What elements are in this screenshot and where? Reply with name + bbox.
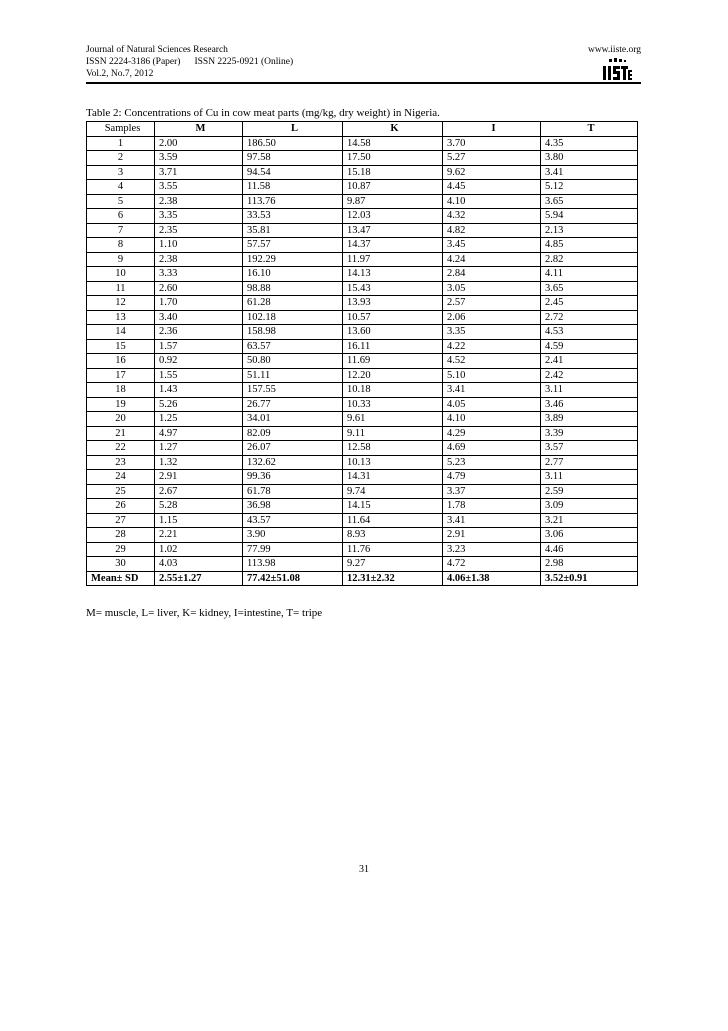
page-header	[86, 44, 641, 80]
table-cell: 157.55	[243, 383, 343, 398]
table-row	[87, 484, 638, 499]
table-cell: 4	[87, 180, 155, 195]
table-cell: 4.59	[541, 339, 638, 354]
table-cell: 2.98	[541, 557, 638, 572]
table-cell: 132.62	[243, 455, 343, 470]
table-cell: 10.87	[343, 180, 443, 195]
table-cell: 14.15	[343, 499, 443, 514]
page-number: 31	[359, 864, 369, 875]
table-cell: 18	[87, 383, 155, 398]
table-cell: 12.03	[343, 209, 443, 224]
table-cell: 2.67	[155, 484, 243, 499]
table-row	[87, 238, 638, 253]
table-row	[87, 223, 638, 238]
table-cell: 12.58	[343, 441, 443, 456]
table-cell: 23	[87, 455, 155, 470]
table-cell: 4.82	[443, 223, 541, 238]
table-cell: 19	[87, 397, 155, 412]
table-cell: 1.32	[155, 455, 243, 470]
table-row	[87, 267, 638, 282]
table-cell: 4.79	[443, 470, 541, 485]
table-cell: 0.92	[155, 354, 243, 369]
table-cell: 3.11	[541, 470, 638, 485]
table-cell: 12.20	[343, 368, 443, 383]
column-header: M	[155, 122, 243, 137]
table-cell: 4.35	[541, 136, 638, 151]
table-cell: 2.13	[541, 223, 638, 238]
table-cell: 9	[87, 252, 155, 267]
table-cell: 14.58	[343, 136, 443, 151]
table-cell: 3.59	[155, 151, 243, 166]
table-cell: 158.98	[243, 325, 343, 340]
table-cell: 26.07	[243, 441, 343, 456]
table-cell: 3.41	[443, 513, 541, 528]
volume-info: Vol.2, No.7, 2012	[86, 69, 154, 79]
table-cell: 3.06	[541, 528, 638, 543]
table-cell: 2.42	[541, 368, 638, 383]
table-cell: 10.57	[343, 310, 443, 325]
table-cell: 4.45	[443, 180, 541, 195]
table-cell: 21	[87, 426, 155, 441]
table-cell: 15	[87, 339, 155, 354]
table-cell: 24	[87, 470, 155, 485]
cu-concentration-table	[86, 121, 638, 586]
table-cell: 10.13	[343, 455, 443, 470]
table-cell: 10	[87, 267, 155, 282]
table-cell: 4.24	[443, 252, 541, 267]
table-cell: 43.57	[243, 513, 343, 528]
table-cell: 4.46	[541, 542, 638, 557]
table-row	[87, 310, 638, 325]
table-cell: 3.41	[443, 383, 541, 398]
table-cell: 3.52±0.91	[541, 571, 638, 586]
table-cell: 11.64	[343, 513, 443, 528]
table-cell: 2.77	[541, 455, 638, 470]
column-header: L	[243, 122, 343, 137]
table-cell: 34.01	[243, 412, 343, 427]
table-row	[87, 151, 638, 166]
table-cell: 4.10	[443, 412, 541, 427]
table-cell: 61.78	[243, 484, 343, 499]
table-cell: 2.45	[541, 296, 638, 311]
table-cell: 1.78	[443, 499, 541, 514]
column-header: T	[541, 122, 638, 137]
table-cell: 14.31	[343, 470, 443, 485]
table-cell: 25	[87, 484, 155, 499]
table-caption: Table 2: Concentrations of Cu in cow meat parts (mg/kg, dry weight) in Nigeria.	[86, 107, 440, 119]
table-cell: 5.10	[443, 368, 541, 383]
table-cell: 17.50	[343, 151, 443, 166]
table-body	[87, 136, 638, 571]
table-row	[87, 325, 638, 340]
table-cell: 192.29	[243, 252, 343, 267]
table-cell: 17	[87, 368, 155, 383]
table-cell: 186.50	[243, 136, 343, 151]
table-cell: 1.10	[155, 238, 243, 253]
table-cell: 2.55±1.27	[155, 571, 243, 586]
table-cell: 1.15	[155, 513, 243, 528]
table-row	[87, 412, 638, 427]
table-cell: 2.21	[155, 528, 243, 543]
table-cell: 22	[87, 441, 155, 456]
table-cell: 16	[87, 354, 155, 369]
table-cell: 11.97	[343, 252, 443, 267]
table-row	[87, 513, 638, 528]
iiste-logo	[601, 57, 633, 83]
table-cell: 9.61	[343, 412, 443, 427]
table-cell: 2.72	[541, 310, 638, 325]
table-row	[87, 354, 638, 369]
table-cell: 1.43	[155, 383, 243, 398]
table-cell: 3.45	[443, 238, 541, 253]
table-cell: 3.21	[541, 513, 638, 528]
table-cell: 15.43	[343, 281, 443, 296]
table-cell: 82.09	[243, 426, 343, 441]
table-cell: 4.85	[541, 238, 638, 253]
table-cell: 77.99	[243, 542, 343, 557]
table-cell: 13	[87, 310, 155, 325]
table-cell: 2.57	[443, 296, 541, 311]
table-cell: 2.59	[541, 484, 638, 499]
table-cell: 36.98	[243, 499, 343, 514]
table-cell: 13.47	[343, 223, 443, 238]
table-cell: 29	[87, 542, 155, 557]
table-cell: 1.02	[155, 542, 243, 557]
table-cell: 5.26	[155, 397, 243, 412]
table-cell: 5.28	[155, 499, 243, 514]
table-row	[87, 296, 638, 311]
table-cell: 2.35	[155, 223, 243, 238]
table-cell: 3.33	[155, 267, 243, 282]
table-cell: 113.76	[243, 194, 343, 209]
table-cell: 2.00	[155, 136, 243, 151]
table-row	[87, 528, 638, 543]
issn-online: ISSN 2225-0921 (Online)	[194, 57, 294, 67]
table-cell: 2.91	[443, 528, 541, 543]
table-cell: 1.57	[155, 339, 243, 354]
table-cell: 3.35	[443, 325, 541, 340]
table-cell: 94.54	[243, 165, 343, 180]
table-cell: 3.23	[443, 542, 541, 557]
table-cell: 13.60	[343, 325, 443, 340]
table-cell: 5	[87, 194, 155, 209]
column-header: I	[443, 122, 541, 137]
table-cell: 2.41	[541, 354, 638, 369]
table-cell: 4.05	[443, 397, 541, 412]
table-cell: 4.22	[443, 339, 541, 354]
table-cell: 26.77	[243, 397, 343, 412]
table-cell: 97.58	[243, 151, 343, 166]
table-cell: 8	[87, 238, 155, 253]
table-cell: 4.06±1.38	[443, 571, 541, 586]
table-cell: 102.18	[243, 310, 343, 325]
table-cell: 3.89	[541, 412, 638, 427]
table-cell: 2.60	[155, 281, 243, 296]
table-row	[87, 426, 638, 441]
table-row	[87, 281, 638, 296]
table-cell: 2.82	[541, 252, 638, 267]
table-cell: 51.11	[243, 368, 343, 383]
table-cell: 11.58	[243, 180, 343, 195]
table-cell: 3.09	[541, 499, 638, 514]
table-cell: 8.93	[343, 528, 443, 543]
table-cell: 1.25	[155, 412, 243, 427]
table-row	[87, 165, 638, 180]
table-row	[87, 455, 638, 470]
table-cell: 1.70	[155, 296, 243, 311]
table-cell: 2	[87, 151, 155, 166]
issn-paper: ISSN 2224-3186 (Paper)	[86, 57, 181, 67]
table-row	[87, 339, 638, 354]
table-cell: 15.18	[343, 165, 443, 180]
table-row	[87, 194, 638, 209]
table-cell: Mean± SD	[87, 571, 155, 586]
journal-url[interactable]: www.iiste.org	[587, 45, 641, 55]
table-cell: 99.36	[243, 470, 343, 485]
table-cell: 5.27	[443, 151, 541, 166]
mean-sd-row	[87, 571, 638, 586]
table-cell: 14.13	[343, 267, 443, 282]
table-cell: 12	[87, 296, 155, 311]
table-cell: 16.10	[243, 267, 343, 282]
table-cell: 28	[87, 528, 155, 543]
table-cell: 26	[87, 499, 155, 514]
table-row	[87, 470, 638, 485]
table-cell: 9.62	[443, 165, 541, 180]
table-cell: 9.11	[343, 426, 443, 441]
table-cell: 4.52	[443, 354, 541, 369]
table-cell: 2.38	[155, 252, 243, 267]
table-cell: 11.69	[343, 354, 443, 369]
table-cell: 20	[87, 412, 155, 427]
table-footnote: M= muscle, L= liver, K= kidney, I=intestine, T= tripe	[86, 607, 323, 619]
table-row	[87, 252, 638, 267]
table-row	[87, 383, 638, 398]
table-cell: 3.40	[155, 310, 243, 325]
column-header: K	[343, 122, 443, 137]
table-row	[87, 136, 638, 151]
table-cell: 77.42±51.08	[243, 571, 343, 586]
table-cell: 10.33	[343, 397, 443, 412]
table-cell: 3	[87, 165, 155, 180]
table-cell: 2.06	[443, 310, 541, 325]
header-rule	[86, 82, 641, 84]
table-cell: 113.98	[243, 557, 343, 572]
table-cell: 61.28	[243, 296, 343, 311]
table-cell: 11.76	[343, 542, 443, 557]
table-cell: 4.97	[155, 426, 243, 441]
table-cell: 14.37	[343, 238, 443, 253]
table-cell: 9.87	[343, 194, 443, 209]
issn-line	[86, 56, 641, 68]
table-cell: 4.11	[541, 267, 638, 282]
table-row	[87, 397, 638, 412]
table-cell: 7	[87, 223, 155, 238]
table-cell: 3.11	[541, 383, 638, 398]
table-cell: 4.29	[443, 426, 541, 441]
table-cell: 3.35	[155, 209, 243, 224]
table-cell: 57.57	[243, 238, 343, 253]
table-cell: 12.31±2.32	[343, 571, 443, 586]
table-cell: 3.37	[443, 484, 541, 499]
table-cell: 6	[87, 209, 155, 224]
table-cell: 2.91	[155, 470, 243, 485]
table-cell: 3.41	[541, 165, 638, 180]
table-cell: 14	[87, 325, 155, 340]
column-header: Samples	[87, 122, 155, 137]
table-cell: 3.71	[155, 165, 243, 180]
table-cell: 3.70	[443, 136, 541, 151]
table-cell: 3.55	[155, 180, 243, 195]
table-cell: 98.88	[243, 281, 343, 296]
table-cell: 4.53	[541, 325, 638, 340]
table-cell: 3.39	[541, 426, 638, 441]
table-row	[87, 542, 638, 557]
table-header-row	[87, 122, 638, 137]
table-cell: 9.27	[343, 557, 443, 572]
table-cell: 13.93	[343, 296, 443, 311]
table-cell: 1.55	[155, 368, 243, 383]
table-cell: 1.27	[155, 441, 243, 456]
table-row	[87, 499, 638, 514]
table-row	[87, 368, 638, 383]
table-cell: 5.23	[443, 455, 541, 470]
table-cell: 2.84	[443, 267, 541, 282]
table-cell: 2.38	[155, 194, 243, 209]
table-row	[87, 180, 638, 195]
table-cell: 63.57	[243, 339, 343, 354]
table-cell: 3.65	[541, 281, 638, 296]
table-cell: 30	[87, 557, 155, 572]
table-cell: 11	[87, 281, 155, 296]
table-cell: 4.10	[443, 194, 541, 209]
table-cell: 3.65	[541, 194, 638, 209]
table-cell: 3.46	[541, 397, 638, 412]
table-cell: 5.94	[541, 209, 638, 224]
table-cell: 2.36	[155, 325, 243, 340]
table-cell: 3.57	[541, 441, 638, 456]
table-row	[87, 557, 638, 572]
table-cell: 4.72	[443, 557, 541, 572]
table-cell: 50.80	[243, 354, 343, 369]
table-row	[87, 441, 638, 456]
table-cell: 5.12	[541, 180, 638, 195]
table-cell: 3.80	[541, 151, 638, 166]
table-cell: 35.81	[243, 223, 343, 238]
table-cell: 3.90	[243, 528, 343, 543]
table-cell: 10.18	[343, 383, 443, 398]
table-cell: 9.74	[343, 484, 443, 499]
table-cell: 4.32	[443, 209, 541, 224]
table-row	[87, 209, 638, 224]
table-cell: 27	[87, 513, 155, 528]
table-cell: 33.53	[243, 209, 343, 224]
table-cell: 16.11	[343, 339, 443, 354]
table-cell: 3.05	[443, 281, 541, 296]
table-cell: 4.69	[443, 441, 541, 456]
table-cell: 4.03	[155, 557, 243, 572]
table-cell: 1	[87, 136, 155, 151]
journal-name: Journal of Natural Sciences Research	[86, 45, 228, 55]
